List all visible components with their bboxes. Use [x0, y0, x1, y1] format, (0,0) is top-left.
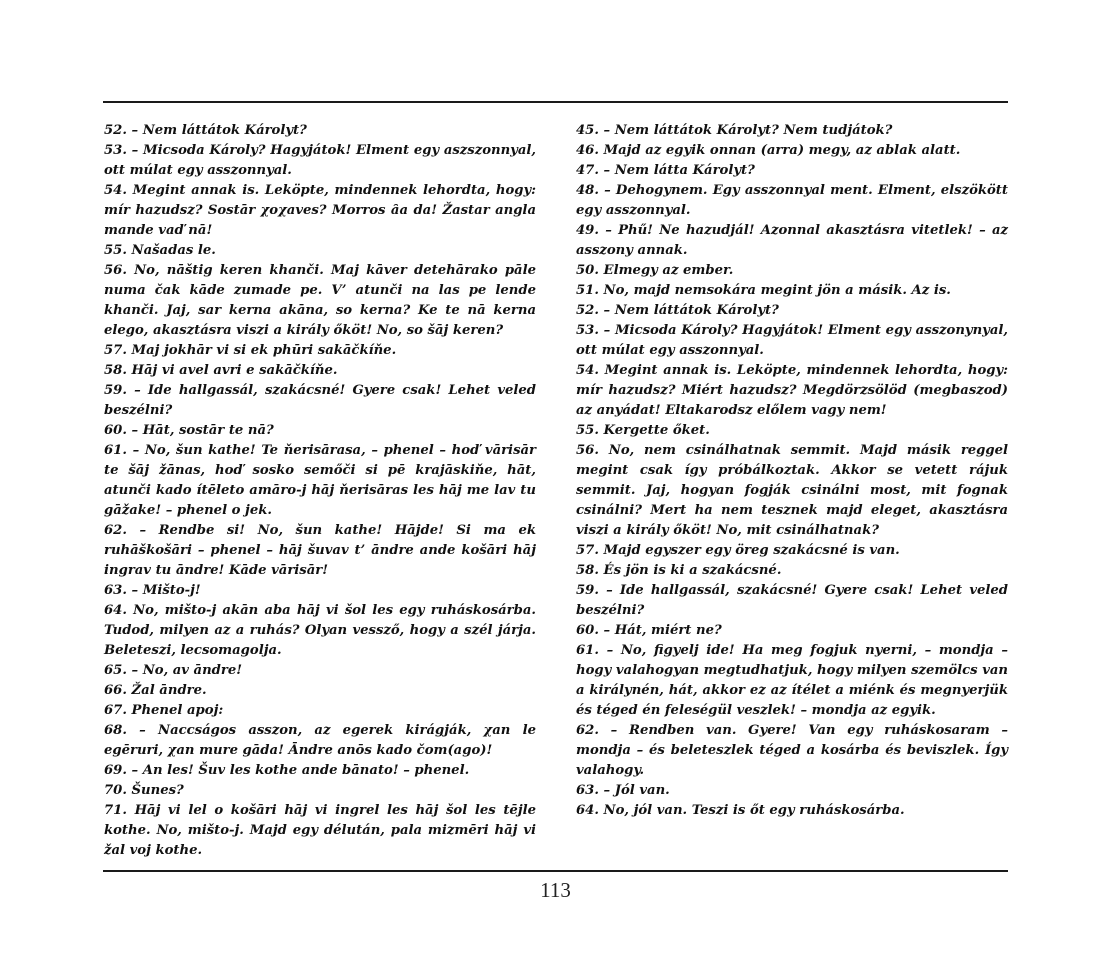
- paragraph-59-romani: 59. – Ide hallgassál, szakácsné! Gyere csak! Lehet veled beszélni?: [104, 383, 536, 418]
- paragraph-69-romani: 69. – An les! Šuv les kothe ande bānato! – phenel.: [104, 763, 470, 778]
- paragraph-52-hungarian: 52. – Nem láttátok Károlyt?: [576, 303, 779, 318]
- paragraph-61-romani: 61. – No, šun kathe! Te ňerisārasa, – phenel – hoď vārisār te šāj žānas, hoď sosko semőči si pē krajāskiňe, hāt, atunči kado ítēleto amāro-j hāj ňerisāras les hāj me lav tu gāžake! – phenel o jek.: [104, 443, 536, 518]
- paragraph-49-hungarian: 49. – Phű! Ne hazudjál! Azonnal akasztásra vitetlek! – az asszony annak.: [576, 223, 1008, 258]
- paragraph-63-romani: 63. – Mišto-j!: [104, 583, 201, 598]
- paragraph-71-romani: 71. Hāj vi lel o košāri hāj vi ingrel les hāj šol les tējle kothe. No, mišto-j. Majd egy délután, pala mizmēri hāj vi žal voj kothe.: [104, 803, 536, 858]
- paragraph-58-hungarian: 58. És jön is ki a szakácsné.: [576, 563, 782, 578]
- paragraph-66-romani: 66. Žal āndre.: [104, 683, 207, 698]
- paragraph-56-romani: 56. No, nāštig keren khanči. Maj kāver detehārako pāle numa čak kāde zumade pe. V’ atunči na las pe lende khanči. Jaj, sar kerna akāna, so kerna? Ke te nā kerna elego, akasztásra viszi a király őköt! No, so šāj keren?: [104, 263, 536, 338]
- paragraph-60-hungarian: 60. – Hát, miért ne?: [576, 623, 722, 638]
- paragraph-56-hungarian: 56. No, nem csinálhatnak semmit. Majd másik reggel megint csak így próbálkoztak. Akkor se vetett rájuk semmit. Jaj, hogyan fogják csinálni most, mit fognak csinálni? Mert ha nem tesznek majd eleget, akasztásra viszi a király őköt! No, mit csinálhatnak?: [576, 443, 1008, 538]
- paragraph-61-hungarian: 61. – No, figyelj ide! Ha meg fogjuk nyerni, – mondja – hogy valahogyan megtudhatjuk, hogy milyen szemölcs van a királynén, hát, akkor ez az ítélet a miénk és megnyerjük és téged én feleségül veszlek! – mondja az egyik.: [576, 643, 1008, 718]
- paragraph-52-romani: 52. – Nem láttátok Károlyt?: [104, 123, 307, 138]
- paragraph-62-hungarian: 62. – Rendben van. Gyere! Van egy ruháskosaram – mondja – és beleteszlek téged a kosárba és beviszlek. Így valahogy.: [576, 723, 1008, 778]
- paragraph-54-romani: 54. Megint annak is. Leköpte, mindennek lehordta, hogy: mír hazudsz? Sostār χoχaves? Morros ȃa da! Žastar angla mande vaď nā!: [104, 183, 536, 238]
- paragraph-46-hungarian: 46. Majd az egyik onnan (arra) megy, az ablak alatt.: [576, 143, 961, 158]
- paragraph-47-hungarian: 47. – Nem látta Károlyt?: [576, 163, 755, 178]
- paragraph-68-romani: 68. – Naccságos asszon, az egerek kirágják, χan le egēruri, χan mure gāda! Āndre anōs kado čom(ago)!: [104, 723, 536, 758]
- paragraph-57-hungarian: 57. Majd egyszer egy öreg szakácsné is van.: [576, 543, 900, 558]
- paragraph-48-hungarian: 48. – Dehogynem. Egy asszonnyal ment. Elment, elszökött egy asszonnyal.: [576, 183, 1008, 218]
- paragraph-63-hungarian: 63. – Jól van.: [576, 783, 670, 798]
- paragraph-64-romani: 64. No, mišto-j akān aba hāj vi šol les egy ruháskosárba. Tudod, milyen az a ruhás? Olyan vessző, hogy a szél járja. Beleteszi, lecsomagolja.: [104, 603, 536, 658]
- paragraph-70-romani: 70. Šunes?: [104, 783, 184, 798]
- paragraph-59-hungarian: 59. – Ide hallgassál, szakácsné! Gyere csak! Lehet veled beszélni?: [576, 583, 1008, 618]
- paragraph-50-hungarian: 50. Elmegy az ember.: [576, 263, 734, 278]
- paragraph-65-romani: 65. – No, av āndre!: [104, 663, 243, 678]
- paragraph-54-hungarian: 54. Megint annak is. Leköpte, mindennek lehordta, hogy: mír hazudsz? Miért hazudsz? Megdörzsölöd (megbaszod) az anyádat! Eltakarodsz előlem vagy nem!: [576, 363, 1008, 418]
- paragraph-53-romani: 53. – Micsoda Károly? Hagyjátok! Elment egy aszszonnyal, ott múlat egy asszonnyal.: [104, 143, 536, 178]
- paragraph-62-romani: 62. – Rendbe si! No, šun kathe! Hājde! Si ma ek ruhāškošāri – phenel – hāj šuvav t’ āndre ande košāri hāj ingrav tu āndre! Kāde vārisār!: [104, 523, 536, 578]
- paragraph-58-romani: 58. Hāj vi avel avri e sakāčkíňe.: [104, 363, 338, 378]
- page-number: 113: [540, 878, 571, 902]
- right-column: [576, 121, 1008, 821]
- paragraph-60-romani: 60. – Hāt, sostār te nā?: [104, 423, 274, 438]
- paragraph-45-hungarian: 45. – Nem láttátok Károlyt? Nem tudjátok?: [576, 123, 893, 138]
- paragraph-67-romani: 67. Phenel apoj:: [104, 703, 224, 718]
- paragraph-55-romani: 55. Našadas le.: [104, 243, 216, 258]
- paragraph-51-hungarian: 51. No, majd nemsokára megint jön a másik. Az is.: [576, 283, 951, 298]
- bottom-rule: [103, 870, 1008, 872]
- paragraph-64-hungarian: 64. No, jól van. Teszi is őt egy ruháskosárba.: [576, 803, 905, 818]
- paragraph-53-hungarian: 53. – Micsoda Károly? Hagyjátok! Elment egy asszonynyal, ott múlat egy asszonnyal.: [576, 323, 1008, 358]
- top-rule: [103, 101, 1008, 103]
- left-column: [104, 121, 536, 861]
- paragraph-55-hungarian: 55. Kergette őket.: [576, 423, 710, 438]
- paragraph-57-romani: 57. Maj jokhār vi si ek phūri sakāčkíňe.: [104, 343, 397, 358]
